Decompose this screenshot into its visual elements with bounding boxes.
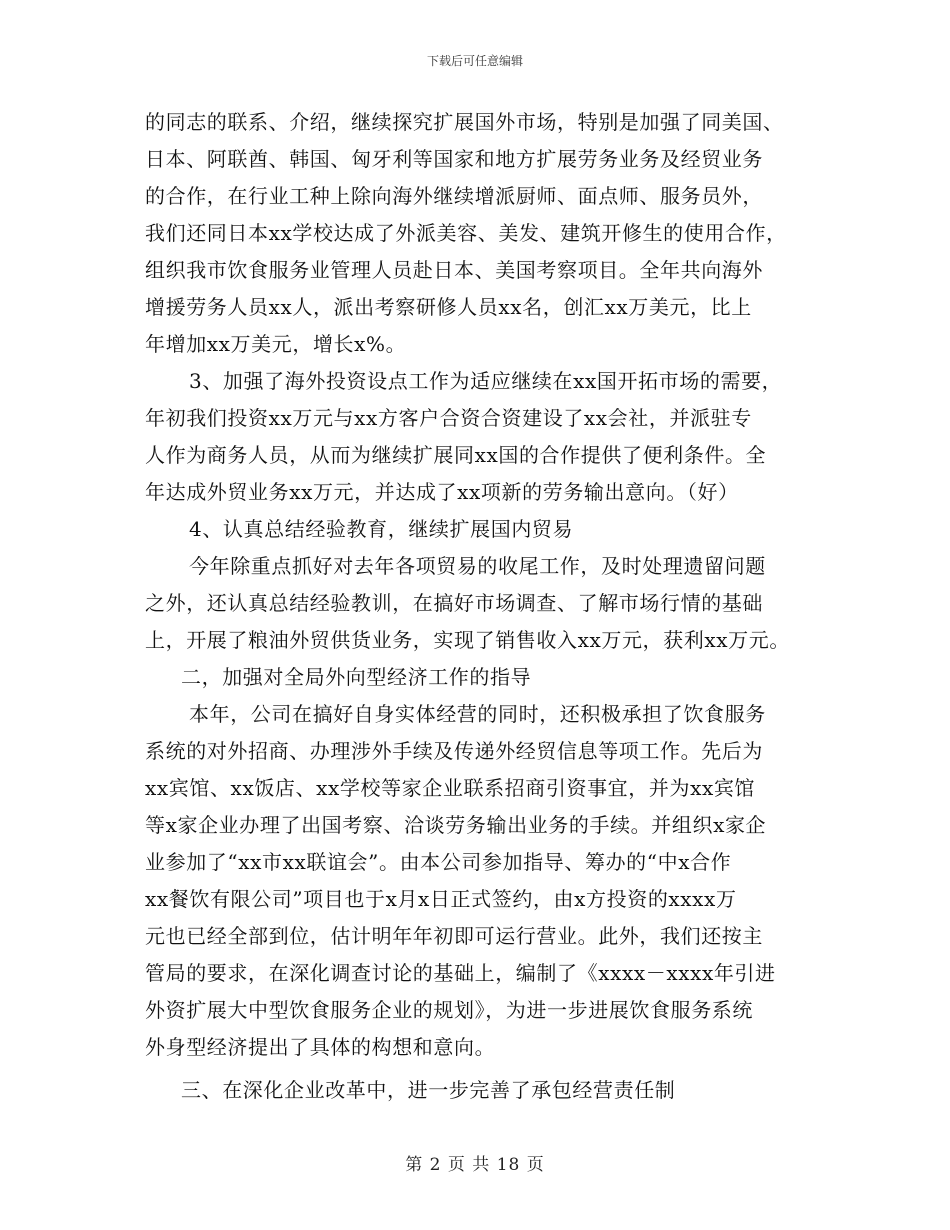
text-line: 业参加了“xx市xx联谊会”。由本公司参加指导、筹办的“中x合作 <box>145 850 732 874</box>
text-line: 人作为商务人员，从而为继续扩展同xx国的合作提供了便利条件。全 <box>145 443 767 467</box>
text-line: 日本、阿联酋、韩国、匈牙利等国家和地方扩展劳务业务及经贸业务 <box>145 147 763 171</box>
text-line: 组织我市饮食服务业管理人员赴日本、美国考察项目。全年共向海外 <box>145 258 763 282</box>
text-line: 的同志的联系、介绍，继续探究扩展国外市场，特别是加强了同美国、 <box>145 110 784 134</box>
text-line: 的合作，在行业工种上除向海外继续增派厨师、面点师、服务员外， <box>145 184 763 208</box>
text-line: 年达成外贸业务xx万元，并达成了xx项新的劳务输出意向。（好） <box>145 480 739 504</box>
text-line: 年初我们投资xx万元与xx方客户合资合资建设了xx会社，并派驻专 <box>145 406 752 430</box>
paragraph-first-line: 今年除重点抓好对去年各项贸易的收尾工作，及时处理遗留问题 <box>189 554 766 578</box>
text-line: xx宾馆、xx饭店、xx学校等家企业联系招商引资事宜，并为xx宾馆 <box>145 776 756 800</box>
text-line: 之外，还认真总结经验教训，在搞好市场调查、了解市场行情的基础 <box>145 591 763 615</box>
text-line: 系统的对外招商、办理涉外手续及传递外经贸信息等项工作。先后为 <box>145 739 763 763</box>
section-heading: 二，加强对全局外向型经济工作的指导 <box>181 665 532 689</box>
text-line: 外资扩展大中型饮食服务企业的规划》，为进一步进展饮食服务系统 <box>145 998 753 1022</box>
section-heading: 4、认真总结经验教育，继续扩展国内贸易 <box>189 517 574 541</box>
text-line: 年增加xx万美元，增长x%。 <box>145 332 407 356</box>
text-line: 上，开展了粮油外贸供货业务，实现了销售收入xx万元，获利xx万元。 <box>145 628 790 652</box>
page-header: 下载后可任意编辑 <box>426 54 523 68</box>
text-line: 等x家企业办理了出国考察、洽谈劳务输出业务的手续。并组织x家企 <box>145 813 767 837</box>
document-body <box>145 104 845 1109</box>
section-heading: 3、加强了海外投资设点工作为适应继续在xx国开拓市场的需要， <box>189 369 783 393</box>
text-line: xx餐饮有限公司”项目也于x月x日正式签约，由x方投资的xxxx万 <box>145 887 737 911</box>
text-line: 外身型经济提出了具体的构想和意向。 <box>145 1035 496 1059</box>
text-line: 我们还同日本xx学校达成了外派美容、美发、建筑开修生的使用合作， <box>145 221 787 245</box>
text-line: 增援劳务人员xx人，派出考察研修人员xx名，创汇xx万美元，比上 <box>145 295 752 319</box>
text-line: 元也已经全部到位，估计明年年初即可运行营业。此外，我们还按主 <box>145 924 763 948</box>
text-line: 管局的要求，在深化调查讨论的基础上，编制了《xxxx－xxxx年引进 <box>145 961 776 985</box>
paragraph-first-line: 本年，公司在搞好自身实体经营的同时，还积极承担了饮食服务 <box>189 702 766 726</box>
page-number-footer: 第 2 页 共 18 页 <box>405 1155 545 1175</box>
section-heading: 三、在深化企业改革中，进一步完善了承包经营责任制 <box>181 1078 676 1102</box>
